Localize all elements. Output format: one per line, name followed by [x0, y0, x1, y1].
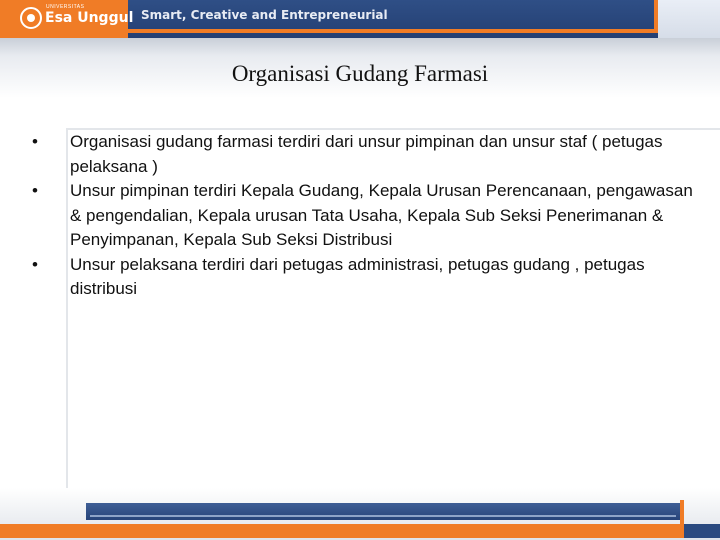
header-accent-line [128, 29, 656, 33]
bullet-icon: • [32, 132, 38, 151]
header-accent-vline [654, 0, 658, 33]
footer-blue-corner [684, 524, 720, 538]
header-tagline: Smart, Creative and Entrepreneurial [141, 8, 388, 22]
bullet-icon: • [32, 181, 38, 200]
list-item [26, 253, 706, 302]
logo-small-text: UNIVERSITAS [46, 4, 85, 10]
bullet-text: Unsur pelaksana terdiri dari petugas administrasi, petugas gudang , petugas distribusi [70, 254, 645, 298]
footer-blue-bar-highlight [90, 506, 676, 517]
list-item [26, 130, 706, 179]
list-item [26, 179, 706, 253]
bullet-list [26, 130, 706, 302]
footer-orange-bar [0, 524, 684, 538]
logo-text: Esa Unggul [45, 10, 134, 26]
slide-title: Organisasi Gudang Farmasi [231, 61, 489, 86]
bullet-icon: • [32, 254, 38, 274]
header-right-panel [658, 0, 720, 38]
bullet-text: Organisasi gudang farmasi terdiri dari unsur pimpinan dan unsur staf ( petugas pelaksana ) [70, 132, 663, 176]
bullet-text: Unsur pimpinan terdiri Kepala Gudang, Kepala Urusan Perencanaan, pengawasan & pengendalian, Kepala urusan Tata Usaha, Kepala Sub Seksi Penerimanan & Penyimpanan, Kepala Sub Seksi Distribusi [70, 181, 693, 249]
logo-emblem-icon [20, 7, 42, 29]
logo [0, 0, 134, 38]
